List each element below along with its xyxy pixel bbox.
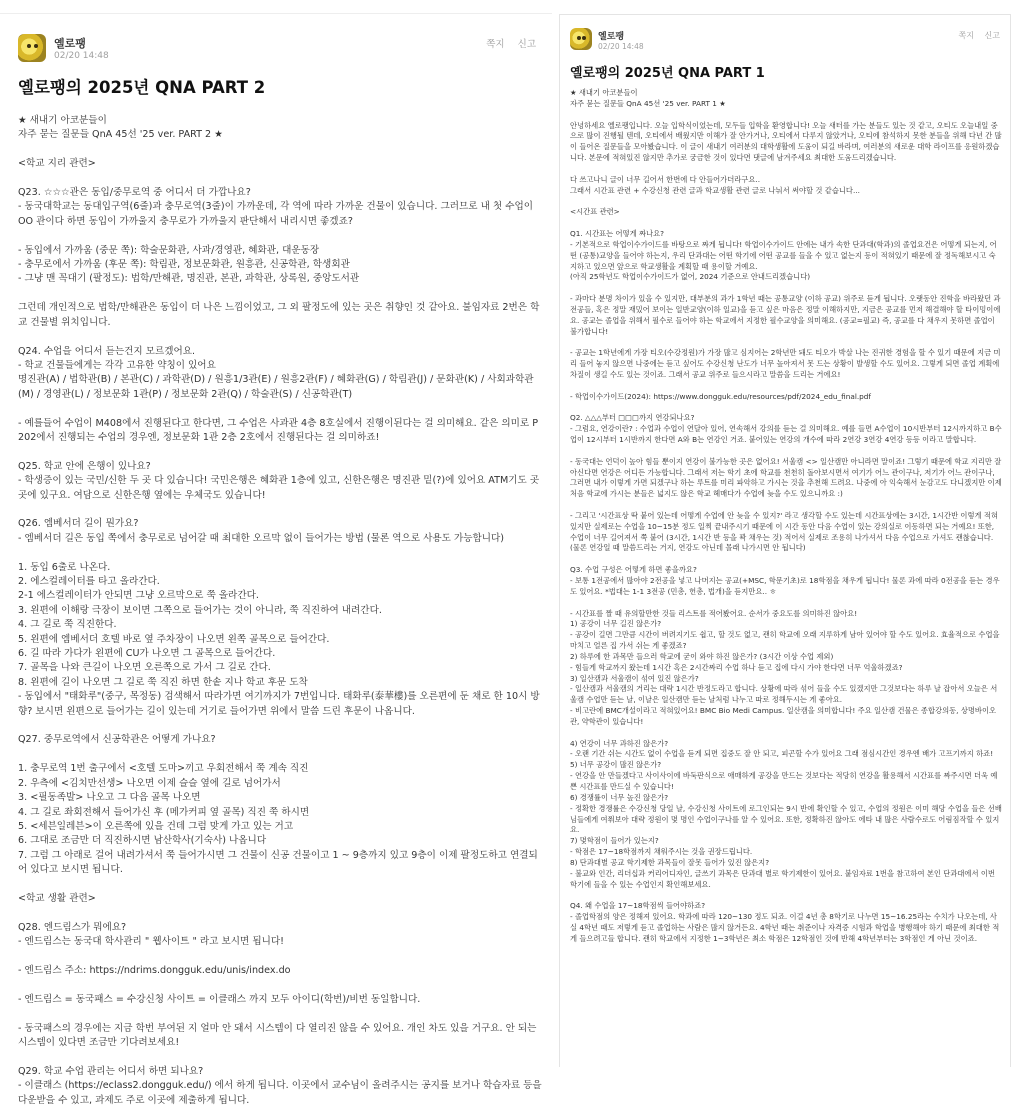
post-paragraph: 안녕하세요 옐로팽입니다. 오늘 입학식이었는데, 모두들 입학을 환영합니다! 오늘 새터를 가는 분들도 있는 것 같고, 오티도 오늘내일 중으로 많이 진행될 텐데, 오티에서 배웠지만 이해가 잘 안가거나, 오티에서 다루지 않았거나, 오티에 참석하지 못한 분들을 위해 다년 간 많이 들어온 질문들을 모아봤습니다. 이 글이 새내기 여러분의 대학생활에 도움이 되길 바라며, 여러분의 새로운 대학 라이프를 응원하겠습니다. 본문에 적혀있진 않지만 추가로 궁금한 것이 있다면 댓글에 남겨주세요 최대한 도움드리겠습니다. xyxy=(570,120,1002,163)
message-button[interactable]: 쪽지 xyxy=(958,31,974,40)
post-paragraph: - 동국대는 언덕이 높아 힘들 뿐이지 연강이 불가능한 곳은 없어요! 서울캠 <> 일산캠만 아니라면 말이죠! 그렇기 때문에 학교 지리만 잘 아신다면 연강은 어디든 가능합니다. 그래서 저는 학기 초에 학교를 천천히 돌아보시면서 여기가 어느 관이구나, 저기가 어느 관이구나, 그러면 내가 이렇게 가면 되겠구나 하는 루트를 미리 파악하고 가시는 것을 추천해 드려요. 나중에 아 익숙해서 눈감고도 다니겠지만 이제 처음 학교에 가시는 분들은 넓지도 않은 학교 헤매다가 수업에 늦을 수도 있으니까요 :) xyxy=(570,456,1005,499)
post-paragraph: - 과마다 분명 차이가 있을 수 있지만, 대부분의 과가 1학년 때는 공통교양 (이하 공교) 위주로 듣게 됩니다. 오랫동안 진학을 바라왔던 과 전공들, 혹은 정말 재밌어 보이는 일반교양(이하 일교)을 듣고 싶은 마음은 정말 이해하지만, 지금은 공교를 먼저 해결해야 할 타이밍이에요. 공교는 졸업을 위해서 필수로 들어야 하는 학교에서 지정한 필수교양을 의미해요. (공교=필교) 즉, 공교를 다 채우지 못하면 졸업이 불가합니다! xyxy=(570,294,1003,336)
post-body xyxy=(18,114,542,1108)
paragraph-spacer xyxy=(18,402,542,416)
paragraph-spacer xyxy=(18,287,542,301)
paragraph-spacer xyxy=(18,546,542,560)
post-paragraph: Q4. 왜 수업을 17~18학점씩 들어야하죠? - 졸업학점의 양은 정해져 있어요. 학과에 따라 120~130 정도 되죠. 이걸 4년 총 8학기로 나누면 15~16.25라는 수치가 나오는데, 사실 4학년 때도 저렇게 듣고 졸업하는 사람은 많지 않거든요. 4학년 때는 취준이나 자격증 시험과 학업을 병행해야 하기 때문에 최대한 적게 들으려고들 합니다. 괜히 학교에서 지정한 1~3학년은 최소 학점은 12학점인 것에 반해 4학년부터는 3학점인 게 아닌 것이죠. xyxy=(570,901,1000,943)
post-title: 옐로팽의 2025년 QNA PART 1 xyxy=(570,66,765,81)
paragraph-spacer xyxy=(18,143,542,157)
post-card-part-1 xyxy=(559,14,1011,1067)
paragraph-spacer xyxy=(18,950,542,964)
post-paragraph: ★ 새내기 아코분들이 자주 묻는 질문들 QnA 45선 '25 ver. PART 2 ★ xyxy=(18,115,223,141)
paragraph-spacer xyxy=(18,503,542,517)
paragraph-spacer xyxy=(18,978,542,992)
post-paragraph: Q23. ☆☆☆관은 동입/중무로역 중 어디서 더 가깝나요? - 동국대학교는 동대입구역(6줄)과 충무로역(3줄)이 가까운데, 각 역에 따라 가까운 건물이 있습니다. 그러므로 내 첫 수업이 OO 관이다 하면 동입이 가까울지 충무로가 가까울지 판단해서 내리시면 좋겠죠? xyxy=(18,187,534,227)
post-body xyxy=(570,88,1005,945)
post-paragraph: - 그리고 '시간표상 딱 붙어 있는데 어떻게 수업에 안 늦을 수 있지?' 라고 생각할 수도 있는데 시간표상에는 3시간, 1시간반 이렇게 적혀 있지만 실제로는 수업을 10~15분 정도 일찍 끝내주시기 때문에 이 시간 동안 다음 수업이 있는 강의실로 이동하면 되는 거예요! 또한, 수업이 너무 길어져서 쭉 붙어 (3시간, 1시간 반 등을 꽉 채우는 것) 적어서 실제로 조용히 나가셔서 다음 수업으로 가셔도 괜찮습니다. (물론 연강일 때 말씀드리는 거지, 연강도 아닌데 몰래 나가시면 안 됩니다) xyxy=(570,510,1001,553)
post-paragraph: 1. 동입 6출로 나온다. 2. 에스컬레이터를 타고 올라간다. 2-1 에스컬레이터가 안되면 그냥 오르막으로 쭉 올라간다. 3. 왼편에 이해랑 극장이 보이면 그쪽으로 들어가는 것이 아니라, 쭉 직진하여 내려간다. 4. 그 길로 쭉 직진한다. 5. 왼편에 엠베서더 호텔 바로 옆 주차장이 나오면 왼쪽 골목으로 들어간다. 6. 길 따라 가다가 왼편에 CU가 나오면 그 골목으로 들어간다. 7. 골목을 나와 큰길이 나오면 오른쪽으로 가서 그 길로 간다. 8. 왼편에 길이 나오면 그 길로 쭉 직진 하면 한솥 지나 학교 후문 도착 - 동입에서 "태화루"(중구, 목정동) 검색해서 따라가면 여기까지가 7번입니다. 태화루(泰華樓)를 오른편에 둔 채로 한 10시 방향? 보시면 왼편으로 들어가는 길이 있는데 거기로 들어가면 위에서 말씀 드린 후문이 나옵니다. xyxy=(18,561,540,717)
post-paragraph: Q3. 수업 구성은 어떻게 하면 좋을까요? - 보통 1전공에서 많아야 2전공을 넣고 나머지는 공교(+MSC, 학문기초)로 18학점을 채우게 됩니다! 물론 과에 따라 0전공을 듣는 경우도 있어요. *법대는 1-1 3전공 (민총, 헌총, 법개)을 듣지만요.. ㅎ xyxy=(570,565,1000,596)
post-paragraph: Q26. 엠베서더 길이 뭔가요? - 엠베서더 길은 동입 쪽에서 충무로로 넘어갈 때 최대한 오르막 없이 들어가는 방법 (물론 역으로 사용도 가능합니다) xyxy=(18,518,505,544)
post-paragraph: - 동입에서 가까움 (중문 쪽): 학술문화관, 사과/경영관, 혜화관, 대운동장 - 충무로에서 가까움 (후문 쪽): 학림관, 정보문화관, 원흥관, 신공학관, 학생회관 - 그냥 맨 꼭대기 (팔정도): 법학/만해관, 명진관, 본관, 과학관, 상록원, 중앙도서관 xyxy=(18,244,360,285)
paragraph-spacer xyxy=(18,906,542,920)
paragraph-spacer xyxy=(570,196,1002,207)
post-header xyxy=(0,14,552,61)
post-paragraph: - 엔드림스 주소: https://ndrims.dongguk.edu/unis/index.do xyxy=(18,964,291,976)
post-paragraph: <시간표 관련> xyxy=(570,207,620,217)
paragraph-spacer xyxy=(570,500,1002,511)
post-paragraph: - 동국패스의 경우에는 지금 학번 부여된 지 얼마 안 돼서 시스템이 다 열리진 않을 수 있어요. 개인 차도 있을 거구요. 안 되는 시스템이 있다면 조금만 기다려보세요! xyxy=(18,1022,540,1048)
paragraph-spacer xyxy=(570,337,1002,348)
paragraph-spacer xyxy=(570,110,1002,121)
post-paragraph: 그런데 개인적으로 법학/만해관은 동입이 더 나은 느낌이었고, 그 외 팔정도에 있는 곳은 취향인 것 같아요. 불임자료 2번은 학교 건물별 위치입니다. xyxy=(18,302,540,328)
post-paragraph: 4) 연강이 너무 과하진 않은가? - 오랜 기간 쉬는 시간도 없이 수업을 듣게 되면 집중도 잘 안 되고, 피곤할 수가 있어요 그래 점심시간인 경우엔 배가 고프기까지 하죠! 5) 너무 공강이 많진 않은가? - 연강을 안 만들겠다고 사이사이에 바둑판식으로 애매하게 공강을 만드는 것보다는 적당히 연강을 활용해서 시간표를 짜주시면 더욱 예쁜 시간표를 만드실 수 있습니다! 6) 경쟁률이 너무 높진 않은가? - 정확한 경쟁률은 수강신청 당일 날, 수강신청 사이트에 로그인되는 9시 반에 확인할 수 있고, 수업의 정원은 이미 해당 수업을 들은 선배님들에게 여쭤보아 대략 정원이 몇 명인 수업이구나를 알 수 있어요. 또한, 정확하진 않아도 에타 내 많은 사람수로도 어림짐작할 수 있지요. 7) 몇학점이 들어가 있는지? - 학점은 17~18학점까지 채워주시는 것을 권장드립니다. 8) 단과대별 공교 학기제한 과목들이 잘못 들어가 있진 않은지? - 불교와 인간, 리더십과 커리어디자인, 글쓰기 과목은 단과대 별로 학기제한이 있어요. 붙임자료 1번을 참고하여 본인 단과대에서 이번 학기에 들을 수 있는 수업인지 확인해보세요. xyxy=(570,738,1002,889)
post-paragraph: 1. 충무로역 1번 출구에서 <호텔 도마>끼고 우회전해서 쭉 계속 직진 2. 우측에 <김치만선생> 나오면 이제 슬슬 옆에 길로 넘어가서 3. <필동족발> 나오고 그 다음 골목 나오면 4. 그 길로 좌회전해서 들어가신 후 (메가커피 옆 골목) 직진 쭉 하시면 5. <세븐일레븐>이 오른쪽에 있을 건데 그럼 맞게 가고 있는 거고 6. 그대로 조금만 더 직진하시면 남산학사(기숙사) 나옵니다 7. 그럼 그 아래로 걸어 내려가셔서 쭉 들어가시면 그 건물이 신공 건물이고 1 ~ 9층까지 있고 9층이 이제 팔정도하고 연결되어 있다고 보시면 됩니다. xyxy=(18,763,538,876)
post-paragraph: Q2. △△△부터 □□□까지 연강되나요? - 그럼요, 연강이란? : 수업과 수업이 연달아 있어, 연속해서 강의를 듣는 걸 의미해요. 예를 들면 A수업이 10시반부터 12시까지하고 B수업이 12시부터 1시반까지 한다면 A와 B는 연강인 거죠. 붙어있는 연강의 개수에 따라 2연강 3연강 4연강 등등 이라고 말합니다. xyxy=(570,413,1002,444)
post-paragraph: Q29. 학교 수업 관리는 어디서 하면 되나요? - 이클래스 (https://eclass2.dongguk.edu/) 에서 하게 됩니다. 이곳에서 교수님이 올려주시는 공지를 보거나 학습자료 등을 다운받을 수 있고, 과제도 주로 이곳에 제출하게 됩니다. xyxy=(18,1065,542,1106)
post-paragraph: Q24. 수업을 어디서 듣는건지 모르겠어요. - 학교 건물들에게는 각각 고유한 약칭이 있어요 명진관(A) / 법학관(B) / 본관(C) / 과학관(D) / 원흥1/3관(E) / 원흥2관(F) / 혜화관(G) / 학림관(J) / 문화관(K) / 사회과학관(M) / 경영관(L) / 정보문화 1관(P) / 정보문화 2관(Q) / 학술관(S) / 신공학관(T) xyxy=(18,345,534,400)
report-button[interactable]: 신고 xyxy=(517,39,536,50)
paragraph-spacer xyxy=(570,218,1002,229)
post-paragraph: Q27. 중무로역에서 신공학관은 어떻게 가나요? xyxy=(18,734,216,746)
paragraph-spacer xyxy=(570,381,1002,392)
post-title: 옐로팽의 2025년 QNA PART 2 xyxy=(18,78,266,97)
paragraph-spacer xyxy=(18,878,542,892)
paragraph-spacer xyxy=(570,164,1002,175)
post-paragraph: - 학업이수가이드(2024): https://www.dongguk.edu/resources/pdf/2024_edu_final.pdf xyxy=(570,391,871,401)
paragraph-spacer xyxy=(570,554,1002,565)
paragraph-spacer xyxy=(570,890,1002,901)
paragraph-spacer xyxy=(18,719,542,733)
post-paragraph: - 엔드림스 = 동국패스 = 수강신청 사이트 = 이클래스 까지 모두 아이디(학번)/비번 동일합니다. xyxy=(18,993,421,1005)
paragraph-spacer xyxy=(570,728,1002,739)
post-actions xyxy=(476,36,536,50)
post-card-part-2 xyxy=(0,13,552,1106)
paragraph-spacer xyxy=(570,283,1002,294)
post-date: 02/20 14:48 xyxy=(54,51,109,61)
post-paragraph: ★ 새내기 아코분들이 자주 묻는 질문들 QnA 45선 '25 ver. PART 1 ★ xyxy=(570,88,726,108)
post-paragraph: Q28. 엔드림스가 뭐에요? - 엔드림스는 동국대 학사관리 " 웹사이트 " 라고 보시면 됩니다! xyxy=(18,921,285,948)
post-paragraph: <학교 생활 관련> xyxy=(18,892,96,904)
post-paragraph: 다 쓰고나니 글이 너무 길어서 한번에 다 안들어가더라구요.. 그래서 시간표 관련 + 수강신청 관련 글과 학교생활 관련 글로 나눠서 써야할 것 같습니다... xyxy=(570,174,860,195)
paragraph-spacer xyxy=(570,402,1002,413)
author-avatar[interactable] xyxy=(570,28,592,50)
post-paragraph: Q1. 시간표는 어떻게 짜나요? - 기본적으로 학업이수가이드를 바탕으로 짜게 됩니다! 학업이수가이드 안에는 내가 속한 단과대(학과)의 졸업요건은 어떻게 되는지, 어떤 (공통)교양을 들어야 하는지, 우리 단과대는 어떤 학기에 어떤 공교를 들을 수 있고 없는지 등이 적혀있기 때문에 잘 정독해보시고 숙지하고 있으면 앞으로 학교생활을 계획할 때 용이할 거예요. (아직 25학년도 학업이수가이드가 없어, 2024 기준으로 안내드리겠습니다) xyxy=(570,228,997,282)
author-name[interactable]: 옐로팽 xyxy=(54,37,86,50)
paragraph-spacer xyxy=(18,1007,542,1021)
paragraph-spacer xyxy=(18,748,542,762)
post-header xyxy=(560,15,1010,51)
post-date: 02/20 14:48 xyxy=(598,42,644,51)
author-name[interactable]: 옐로팽 xyxy=(598,32,625,42)
author-avatar[interactable] xyxy=(18,34,46,62)
paragraph-spacer xyxy=(18,172,542,186)
paragraph-spacer xyxy=(18,445,542,459)
post-paragraph: Q25. 학교 안에 은행이 있나요? - 학생증이 있는 국민/신한 두 곳 다 있습니다! 국민은행은 혜화관 1층에 있고, 신한은행은 명진관 밑(?)에 있어요 ATM기도 곳곳에 있구요. 여담으로 신한은행 옆에는 우체국도 있습니다! xyxy=(18,460,540,501)
post-paragraph: - 공교는 1학년에게 가장 티오(수강정원)가 가장 많고 심지어는 2학년만 돼도 티오가 박살 나는 진귀한 경험을 할 수 있기 때문에 지금 미리 들어 놓지 않으면 나중에는 듣고 싶어도 수강신청 난도가 너무 높아져서 못 드는 상황이 발생할 수도 있어요. 그렇게 되면 졸업 계획에 차질이 생길 수도 있는 것이죠. 그래서 공교 위주로 들으시라고 말씀을 드리는 거에요! xyxy=(570,348,1002,379)
message-button[interactable]: 쪽지 xyxy=(486,39,505,50)
post-paragraph: <학교 지리 관련> xyxy=(18,158,96,170)
report-button[interactable]: 신고 xyxy=(984,31,1000,40)
paragraph-spacer xyxy=(18,1050,542,1064)
post-paragraph: - 예를들어 수업이 M408에서 진행된다고 한다면, 그 수업은 사과관 4층 8호실에서 진행이된다는 걸 의미해요. 같은 의미로 P202에서 진행되는 수업의 경우엔, 정보문화 1관 2층 2호에서 진행된다는 걸 의미하죠! xyxy=(18,417,538,443)
paragraph-spacer xyxy=(570,598,1002,609)
post-actions xyxy=(951,30,1000,41)
paragraph-spacer xyxy=(570,446,1002,457)
paragraph-spacer xyxy=(18,229,542,243)
post-paragraph: - 시간표를 짤 때 유의할만한 것들 리스트를 적어봤어요. 순서가 중요도를 의미하진 않아요! 1) 공강이 너무 길진 않은가? - 공강이 길면 그만큼 시간이 버려지기도 쉽고, 할 것도 없고, 괜히 학교에 오래 지루하게 남아 있어야 할 수도 있어요. 효율적으로 수업을 마치고 얼른 집 가서 쉬는 게 좋겠죠? 2) 하루에 한 과목만 들으러 학교에 굳이 와야 하진 않은가? (3시간 이상 수업 제외) - 힘들게 학교까지 왔는데 1시간 혹은 2시간짜리 수업 하나 듣고 집에 다시 가야 한다면 너무 억울하겠죠? 3) 일산캠과 서울캠이 섞여 있진 않은가? - 일산캠과 서울캠의 거리는 대략 1시간 반정도라고 합니다. 상황에 따라 섞어 들을 수도 있겠지만 그것보다는 하루 날 잡아서 오늘은 서울캠 수업만 듣는 날, 이날은 일산캠만 듣는 날처럼 나누고 따로 정해두시는 게 좋아요. - 비고란에 BMC개설이라고 적혀있어요! BMC Bio Medi Campus. 일산캠을 의미합니다! 주요 일산캠 건물은 종합강의동, 상명바이오관, 약학관이 있습니다! xyxy=(570,608,1000,726)
paragraph-spacer xyxy=(18,330,542,344)
